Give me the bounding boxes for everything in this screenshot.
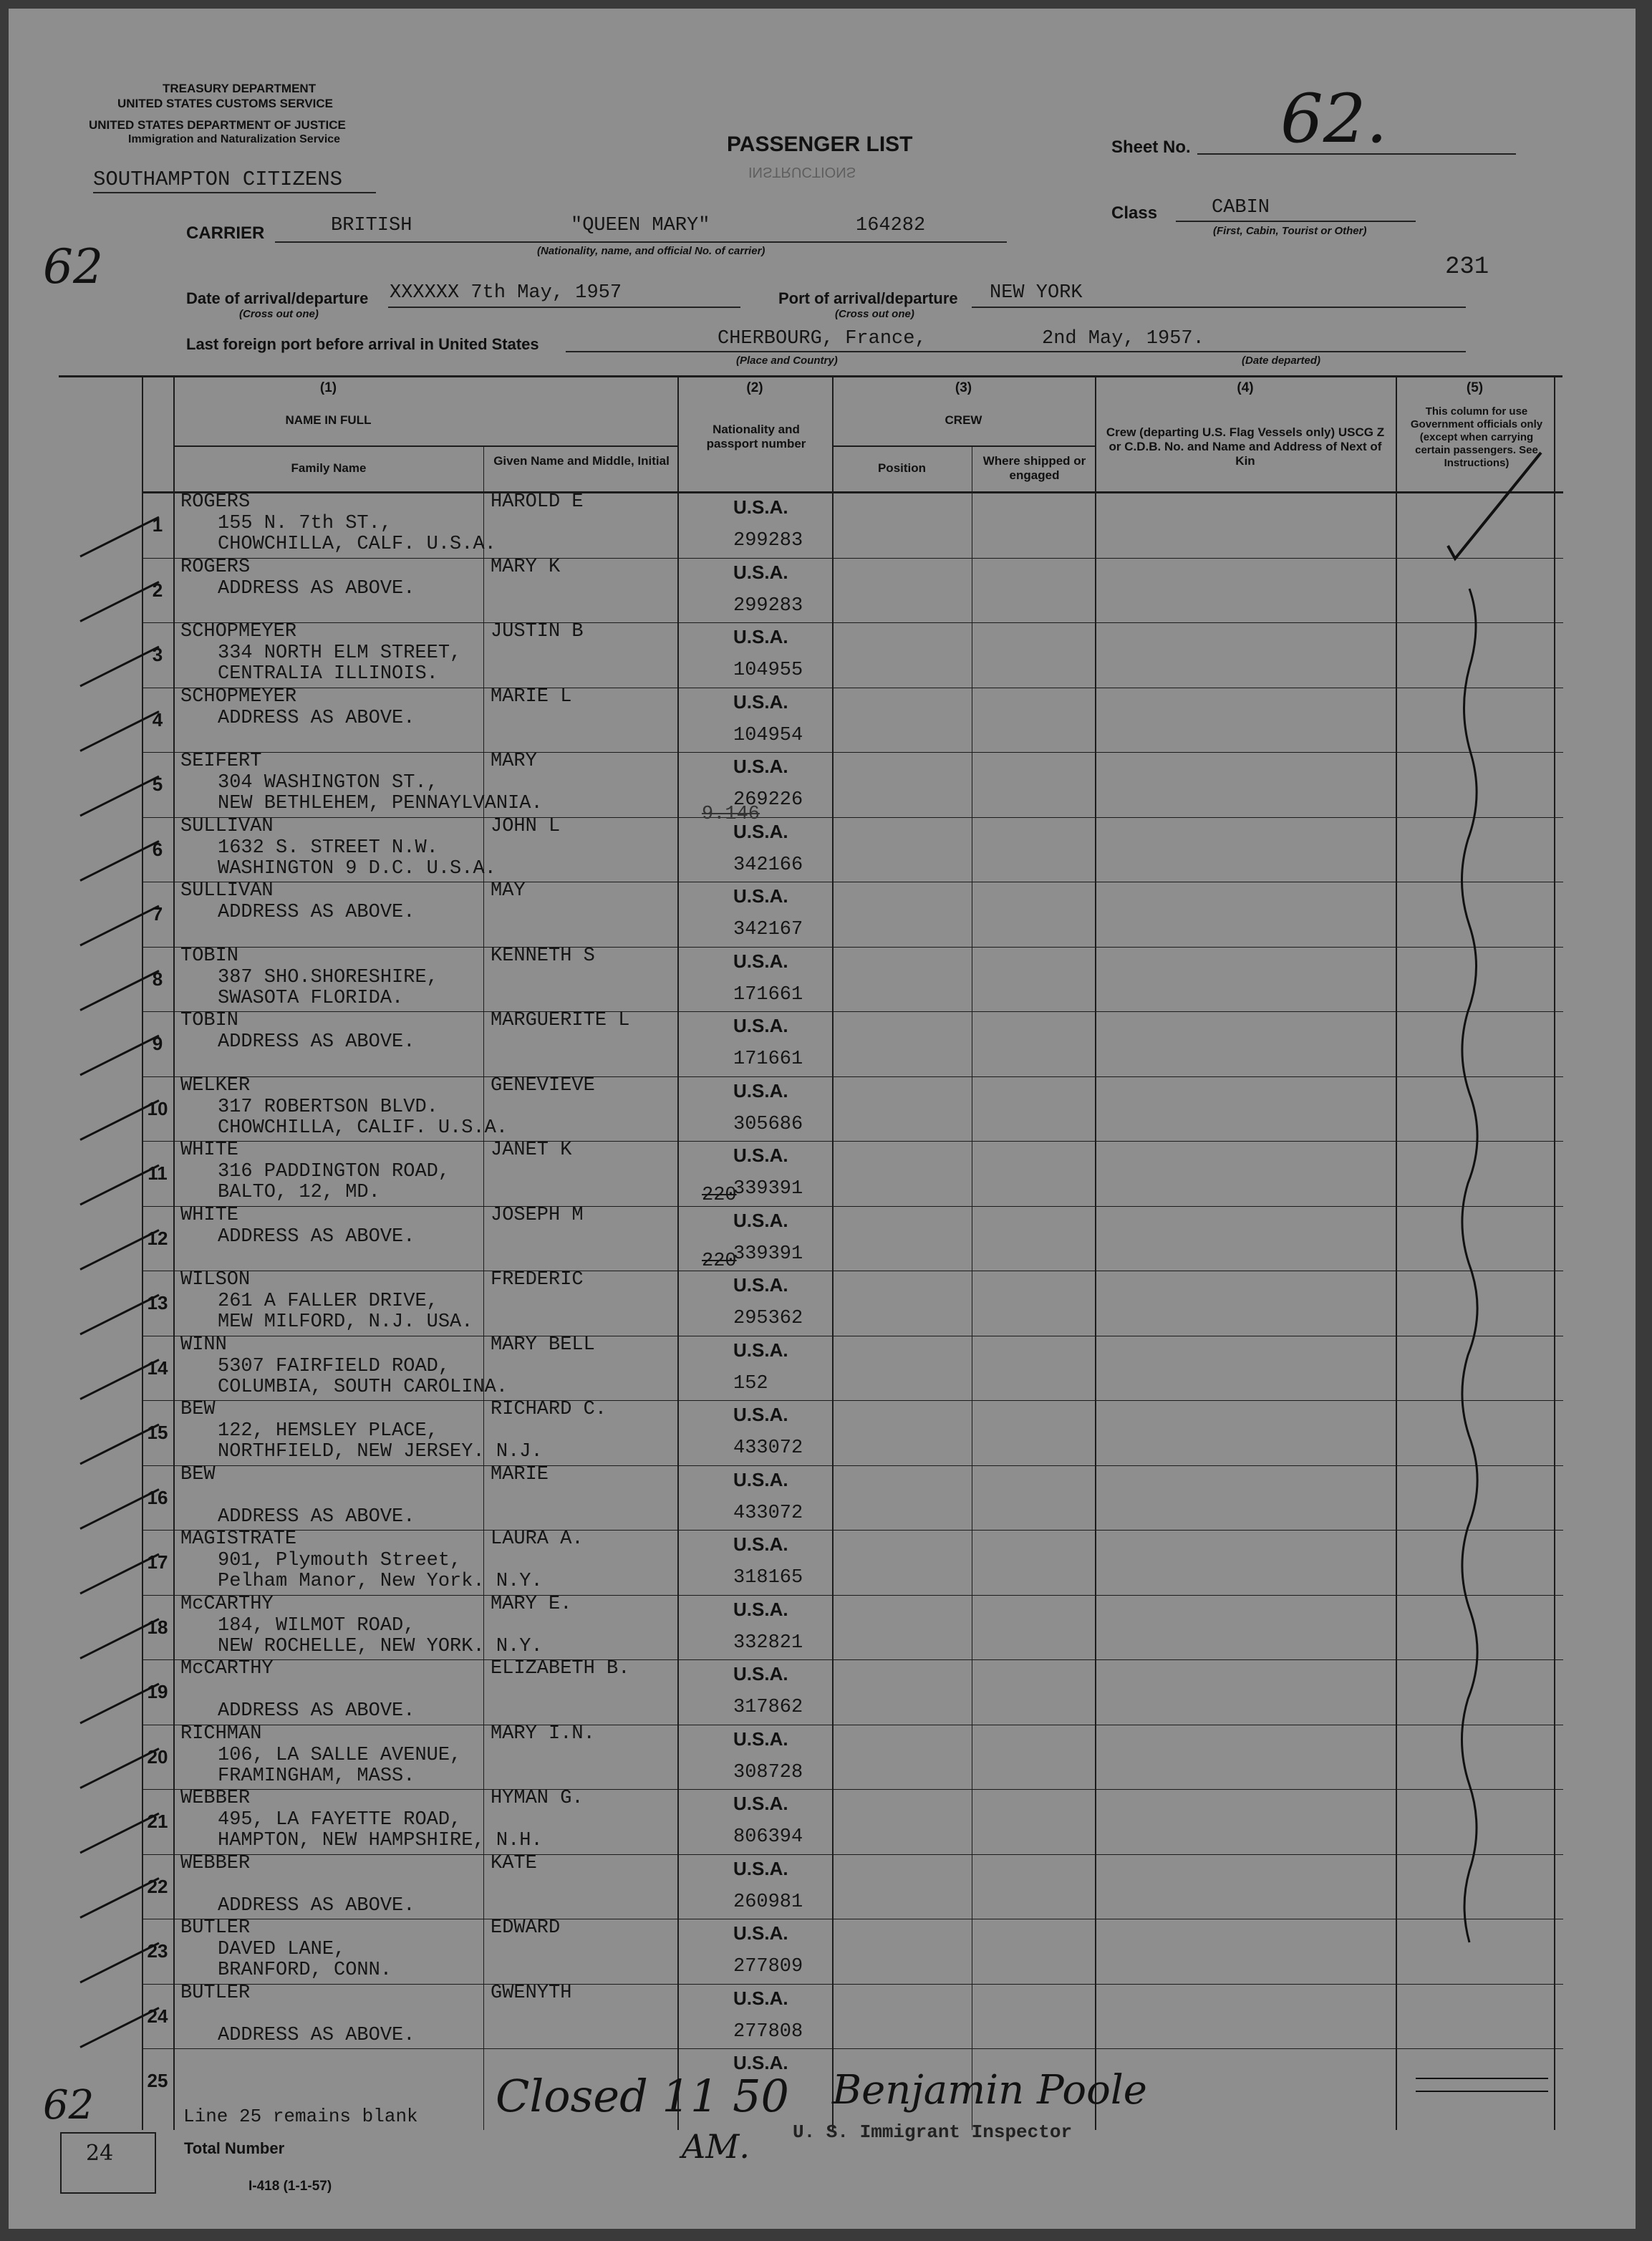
address-line-1: 155 N. 7th ST., xyxy=(218,513,392,534)
row-number: 7 xyxy=(152,903,163,925)
passport-number: 318165 xyxy=(733,1567,803,1589)
nationality: U.S.A. xyxy=(733,1663,788,1685)
col4-number: (4) xyxy=(1237,380,1254,395)
col4-title: Crew (departing U.S. Flag Vessels only) USCG Z or C.D.B. No. and Name and Address of Next of Kin xyxy=(1106,425,1385,468)
nationality: U.S.A. xyxy=(733,1533,788,1555)
address-line-2: CHOWCHILLA, CALF. U.S.A. xyxy=(218,534,496,555)
address-line-2: WASHINGTON 9 D.C. U.S.A. xyxy=(218,857,496,879)
given-name: RICHARD C. xyxy=(491,1399,607,1420)
address-line-1: ADDRESS AS ABOVE. xyxy=(218,1031,415,1053)
family-name: RICHMAN xyxy=(180,1722,262,1745)
address-line-2: SWASOTA FLORIDA. xyxy=(218,987,404,1009)
row-number: 17 xyxy=(147,1551,168,1573)
address-line-2: ADDRESS AS ABOVE. xyxy=(218,1894,415,1917)
given-name: MARIE L xyxy=(491,685,572,708)
address-line-2: HAMPTON, NEW HAMPSHIRE, N.H. xyxy=(218,1830,543,1851)
col2-title: Nationality and passport number xyxy=(706,423,806,450)
family-name: WELKER xyxy=(180,1074,251,1097)
passport-number: 299283 xyxy=(733,594,803,617)
date-caption: (Cross out one) xyxy=(239,308,319,320)
nationality: U.S.A. xyxy=(733,2052,788,2073)
address-line-1: 184, WILMOT ROAD, xyxy=(218,1614,415,1637)
tick-mark-icon xyxy=(80,517,159,556)
passport-number: 342167 xyxy=(733,919,803,940)
nationality: U.S.A. xyxy=(733,885,788,907)
passport-number: 339391 xyxy=(733,1178,803,1200)
passport-number: 295362 xyxy=(733,1308,803,1329)
passport-number: 299283 xyxy=(733,530,803,551)
tick-mark-icon xyxy=(80,582,159,622)
nationality: U.S.A. xyxy=(733,950,788,972)
tick-mark-icon xyxy=(80,1036,159,1075)
address-line-1: 387 SHO.SHORESHIRE, xyxy=(218,966,438,988)
treasury-dept: TREASURY DEPARTMENT xyxy=(163,82,317,95)
last-port-caption: (Place and Country) xyxy=(736,355,838,367)
passport-number: 152 xyxy=(733,1372,768,1394)
sheet-number: 62. xyxy=(1280,80,1388,158)
check-mark-icon xyxy=(1448,453,1541,559)
row-number: 8 xyxy=(152,968,163,990)
given-name: GWENYTH xyxy=(491,1982,572,2004)
family-name: McCARTHY xyxy=(180,1593,274,1615)
tick-mark-icon xyxy=(80,647,159,686)
address-line-2: COLUMBIA, SOUTH CAROLINA. xyxy=(218,1376,508,1398)
nationality: U.S.A. xyxy=(733,1339,788,1361)
address-line-2: BRANFORD, CONN. xyxy=(218,1960,392,1981)
nationality: U.S.A. xyxy=(733,690,788,713)
family-name: SEIFERT xyxy=(180,751,262,772)
nationality: U.S.A. xyxy=(733,1404,788,1425)
margin-note-62: 62 xyxy=(43,239,103,294)
given-name: ELIZABETH B. xyxy=(491,1658,630,1679)
family-name: SCHOPMEYER xyxy=(180,685,297,708)
address-line-2: ADDRESS AS ABOVE. xyxy=(218,1505,415,1528)
tick-mark-icon xyxy=(80,842,159,881)
inspector-title: U. S. Immigrant Inspector xyxy=(793,2121,1073,2143)
passport-number: 342166 xyxy=(733,854,803,876)
tick-mark-icon xyxy=(80,1943,159,1982)
date-label: Date of arrival/departure xyxy=(186,289,369,307)
tick-mark-icon xyxy=(80,906,159,945)
family-name: BUTLER xyxy=(180,1917,251,1939)
family-name: WEBBER xyxy=(180,1852,251,1874)
southampton-citizens: SOUTHAMPTON CITIZENS xyxy=(93,168,343,191)
nationality: U.S.A. xyxy=(733,496,788,518)
family-name: McCARTHY xyxy=(180,1658,274,1679)
row-number: 16 xyxy=(147,1486,168,1508)
nationality: U.S.A. xyxy=(733,1274,788,1296)
address-line-1: 261 A FALLER DRIVE, xyxy=(218,1291,438,1312)
row-number: 6 xyxy=(152,838,163,860)
passport-number: 308728 xyxy=(733,1761,803,1783)
justice-dept: UNITED STATES DEPARTMENT OF JUSTICE xyxy=(89,118,346,132)
tick-mark-icon xyxy=(80,1813,159,1853)
tick-mark-icon xyxy=(80,1101,159,1140)
tick-mark-icon xyxy=(80,1425,159,1464)
row-number: 1 xyxy=(152,514,163,536)
tick-mark-icon xyxy=(80,1165,159,1205)
nationality: U.S.A. xyxy=(733,1079,788,1102)
given-name: MARY BELL xyxy=(491,1334,595,1356)
row-number: 14 xyxy=(147,1356,168,1379)
given-name: MARY I.N. xyxy=(491,1722,595,1745)
col1-number: (1) xyxy=(319,380,337,395)
nationality: U.S.A. xyxy=(733,756,788,777)
given-name: KATE xyxy=(491,1852,537,1874)
nationality: U.S.A. xyxy=(733,820,788,842)
tick-mark-icon xyxy=(80,1295,159,1334)
closing-lines-icon xyxy=(1416,2078,1548,2091)
passport-number: 339391 xyxy=(733,1243,803,1265)
address-line-2: ADDRESS AS ABOVE. xyxy=(218,2024,415,2046)
row-number: 19 xyxy=(147,1681,168,1702)
tick-mark-icon xyxy=(80,2008,159,2048)
nationality: U.S.A. xyxy=(733,1987,788,2009)
given-name: HAROLD E xyxy=(491,491,584,513)
family-name: SULLIVAN xyxy=(180,815,274,837)
given-name: MARIE xyxy=(491,1463,549,1485)
given-name: MAY xyxy=(491,880,526,902)
carrier-label: CARRIER xyxy=(186,223,265,243)
given-name: JUSTIN B xyxy=(491,621,584,642)
nationality: U.S.A. xyxy=(733,1727,788,1750)
given-name: MARY K xyxy=(491,556,561,578)
closed-note: Closed 11 50 xyxy=(496,2070,789,2122)
address-line-2: NEW ROCHELLE, NEW YORK. N.Y. xyxy=(218,1635,543,1657)
blank-line-note: Line 25 remains blank xyxy=(183,2106,418,2127)
row-number: 20 xyxy=(147,1745,168,1768)
review-check-marks xyxy=(1398,438,1562,2143)
passport-number: 104955 xyxy=(733,660,803,681)
address-line-2: BALTO, 12, MD. xyxy=(218,1182,380,1203)
family-name: WHITE xyxy=(180,1204,239,1226)
given-name: MARY E. xyxy=(491,1593,572,1615)
passport-number: 332821 xyxy=(733,1632,803,1654)
address-line-1: 5307 FAIRFIELD ROAD, xyxy=(218,1355,450,1377)
address-line-2: FRAMINGHAM, MASS. xyxy=(218,1765,415,1787)
nationality: U.S.A. xyxy=(733,1144,788,1166)
struck-prefix-11: 220 xyxy=(702,1185,737,1206)
struck-passport-5: 9.146 xyxy=(702,804,760,825)
tick-mark-icon xyxy=(80,1749,159,1788)
departed-caption: (Date departed) xyxy=(1242,355,1321,367)
carrier-number: 164282 xyxy=(856,215,926,236)
nationality: U.S.A. xyxy=(733,1793,788,1814)
address-line-2: NEW BETHLEHEM, PENNAYLVANIA. xyxy=(218,793,543,814)
class-caption: (First, Cabin, Tourist or Other) xyxy=(1213,225,1367,237)
passenger-list-sheet xyxy=(9,9,1636,2229)
family-name: WHITE xyxy=(180,1139,239,1161)
passport-number: 260981 xyxy=(733,1891,803,1913)
tick-mark-icon xyxy=(80,1684,159,1723)
tick-mark-icon xyxy=(80,971,159,1011)
wavy-line-icon xyxy=(1462,589,1477,1942)
address-line-2: CENTRALIA ILLINOIS. xyxy=(218,663,438,685)
last-port-value: CHERBOURG, France, xyxy=(718,328,927,350)
col-given-name: Given Name and Middle, Initial xyxy=(493,454,670,468)
passport-number: 806394 xyxy=(733,1826,803,1848)
col-where-shipped: Where shipped or engaged xyxy=(982,454,1086,482)
passport-number: 305686 xyxy=(733,1113,803,1135)
page-title: PASSENGER LIST xyxy=(727,132,913,156)
passport-number: 277809 xyxy=(733,1956,803,1977)
nationality: U.S.A. xyxy=(733,1468,788,1490)
nationality: U.S.A. xyxy=(733,626,788,647)
nationality: U.S.A. xyxy=(733,1857,788,1879)
address-line-1: 122, HEMSLEY PLACE, xyxy=(218,1420,438,1442)
row-number: 24 xyxy=(147,2005,168,2027)
carrier-name: "QUEEN MARY" xyxy=(571,215,710,236)
class-label: Class xyxy=(1111,203,1158,223)
row-number: 25 xyxy=(147,2070,168,2091)
given-name: JOSEPH M xyxy=(491,1204,584,1226)
family-name: BEW xyxy=(180,1463,216,1485)
row-number: 10 xyxy=(147,1097,168,1119)
am-note: AM. xyxy=(682,2127,750,2166)
last-port-label: Last foreign port before arrival in United States xyxy=(186,335,539,353)
given-name: JOHN L xyxy=(491,815,561,837)
col-position: Position xyxy=(877,461,927,475)
passport-number: 277808 xyxy=(733,2020,803,2043)
family-name: TOBIN xyxy=(180,945,239,967)
address-line-1: ADDRESS AS ABOVE. xyxy=(218,902,415,923)
nationality: U.S.A. xyxy=(733,1209,788,1231)
address-line-1: 317 ROBERTSON BLVD. xyxy=(218,1096,438,1118)
tick-mark-icon xyxy=(80,776,159,816)
col1-title: NAME IN FULL xyxy=(285,413,372,427)
port-label: Port of arrival/departure xyxy=(778,289,958,307)
address-line-1: 901, Plymouth Street, xyxy=(218,1550,462,1571)
given-name: EDWARD xyxy=(491,1917,561,1939)
family-name: MAGISTRATE xyxy=(180,1528,297,1550)
sheet-label: Sheet No. xyxy=(1111,138,1191,157)
address-line-2: NORTHFIELD, NEW JERSEY. N.J. xyxy=(218,1441,543,1462)
row-number: 18 xyxy=(147,1616,168,1638)
row-number: 11 xyxy=(148,1162,168,1184)
given-name: KENNETH S xyxy=(491,945,595,967)
address-line-2: Pelham Manor, New York. N.Y. xyxy=(218,1571,543,1592)
address-line-1: 304 WASHINGTON ST., xyxy=(218,772,438,794)
ins-service: Immigration and Naturalization Service xyxy=(128,133,341,145)
total-number-box xyxy=(60,2132,156,2194)
row-number: 2 xyxy=(152,579,163,601)
given-name: LAURA A. xyxy=(491,1528,584,1550)
family-name: ROGERS xyxy=(180,491,251,513)
struck-prefix-12: 220 xyxy=(702,1250,737,1272)
row-number: 22 xyxy=(147,1875,168,1897)
address-line-1: ADDRESS AS ABOVE. xyxy=(218,707,415,729)
tick-mark-icon xyxy=(80,1360,159,1399)
nationality: U.S.A. xyxy=(733,1015,788,1036)
address-line-1: 334 NORTH ELM STREET, xyxy=(218,642,462,664)
address-line-1: ADDRESS AS ABOVE. xyxy=(218,1225,415,1248)
address-line-1: 106, LA SALLE AVENUE, xyxy=(218,1744,462,1766)
row-number: 5 xyxy=(152,773,163,795)
row-number: 3 xyxy=(152,644,163,665)
total-number-label: Total Number xyxy=(184,2139,285,2157)
family-name: SULLIVAN xyxy=(180,880,274,902)
port-caption: (Cross out one) xyxy=(835,308,914,320)
address-line-2: MEW MILFORD, N.J. USA. xyxy=(218,1311,473,1333)
nationality: U.S.A. xyxy=(733,1922,788,1944)
row-number: 12 xyxy=(147,1227,168,1249)
address-line-1: ADDRESS AS ABOVE. xyxy=(218,577,415,599)
family-name: BUTLER xyxy=(180,1982,251,2004)
row-tick-marks xyxy=(73,492,188,2089)
carrier-caption: (Nationality, name, and official No. of carrier) xyxy=(537,245,765,257)
passport-number: 433072 xyxy=(733,1502,803,1524)
port-value: NEW YORK xyxy=(990,282,1083,304)
form-number: I-418 (1-1-57) xyxy=(248,2179,332,2194)
col5-title: This column for use Government officials only (except when carrying certain passengers. See Instructions) xyxy=(1410,405,1543,469)
class-value: CABIN xyxy=(1212,197,1270,218)
tick-mark-icon xyxy=(80,712,159,751)
inspector-signature: Benjamin Poole xyxy=(832,2067,1147,2114)
row-number: 15 xyxy=(147,1422,168,1443)
col2-number: (2) xyxy=(746,380,763,395)
col3-title: CREW xyxy=(945,413,982,427)
instructions-ghost: INSTRUCTIONS xyxy=(748,164,856,180)
passport-number: 433072 xyxy=(733,1437,803,1459)
footer-margin-62: 62 xyxy=(43,2082,95,2129)
address-line-1: 495, LA FAYETTE ROAD, xyxy=(218,1809,462,1831)
passport-number: 104954 xyxy=(733,724,803,746)
given-name: GENEVIEVE xyxy=(491,1074,595,1097)
family-name: WILSON xyxy=(180,1269,251,1291)
tick-mark-icon xyxy=(80,1490,159,1529)
tick-mark-icon xyxy=(80,1554,159,1594)
col3-number: (3) xyxy=(955,380,972,395)
family-name: ROGERS xyxy=(180,556,251,578)
family-name: TOBIN xyxy=(180,1010,239,1031)
given-name: JANET K xyxy=(491,1139,572,1161)
departed-value: 2nd May, 1957. xyxy=(1042,328,1204,350)
address-line-2: ADDRESS AS ABOVE. xyxy=(218,1700,415,1722)
address-line-1: DAVED LANE, xyxy=(218,1939,346,1960)
nationality: U.S.A. xyxy=(733,1598,788,1620)
row-number: 23 xyxy=(147,1940,168,1962)
passport-number: 269226 xyxy=(733,789,803,811)
total-number-value: 24 xyxy=(86,2141,114,2166)
address-line-2: CHOWCHILLA, CALIF. U.S.A. xyxy=(218,1117,508,1139)
family-name: WINN xyxy=(180,1334,227,1356)
family-name: WEBBER xyxy=(180,1788,251,1809)
row-number: 13 xyxy=(147,1292,168,1314)
tick-mark-icon xyxy=(80,1879,159,1918)
row-number: 21 xyxy=(147,1811,168,1832)
address-line-1: 1632 S. STREET N.W. xyxy=(218,837,438,859)
date-value: XXXXXX 7th May, 1957 xyxy=(390,282,622,304)
tick-mark-icon xyxy=(80,1619,159,1659)
given-name: MARGUERITE L xyxy=(491,1010,630,1031)
address-line-1: 316 PADDINGTON ROAD, xyxy=(218,1161,450,1182)
customs-service: UNITED STATES CUSTOMS SERVICE xyxy=(117,97,334,110)
passport-number: 317862 xyxy=(733,1697,803,1718)
col-family-name: Family Name xyxy=(291,461,367,475)
passport-number: 171661 xyxy=(733,1049,803,1070)
family-name: BEW xyxy=(180,1399,216,1420)
col5-number: (5) xyxy=(1466,380,1484,395)
given-name: MARY xyxy=(491,751,537,772)
given-name: HYMAN G. xyxy=(491,1788,584,1809)
given-name: FREDERIC xyxy=(491,1269,584,1291)
row-number: 9 xyxy=(152,1033,163,1054)
page-number: 231 xyxy=(1445,254,1489,281)
family-name: SCHOPMEYER xyxy=(180,621,297,642)
tick-mark-icon xyxy=(80,1230,159,1270)
passport-number: 171661 xyxy=(733,983,803,1006)
nationality: U.S.A. xyxy=(733,561,788,583)
row-number: 4 xyxy=(152,708,163,731)
carrier-nationality: BRITISH xyxy=(331,215,412,236)
